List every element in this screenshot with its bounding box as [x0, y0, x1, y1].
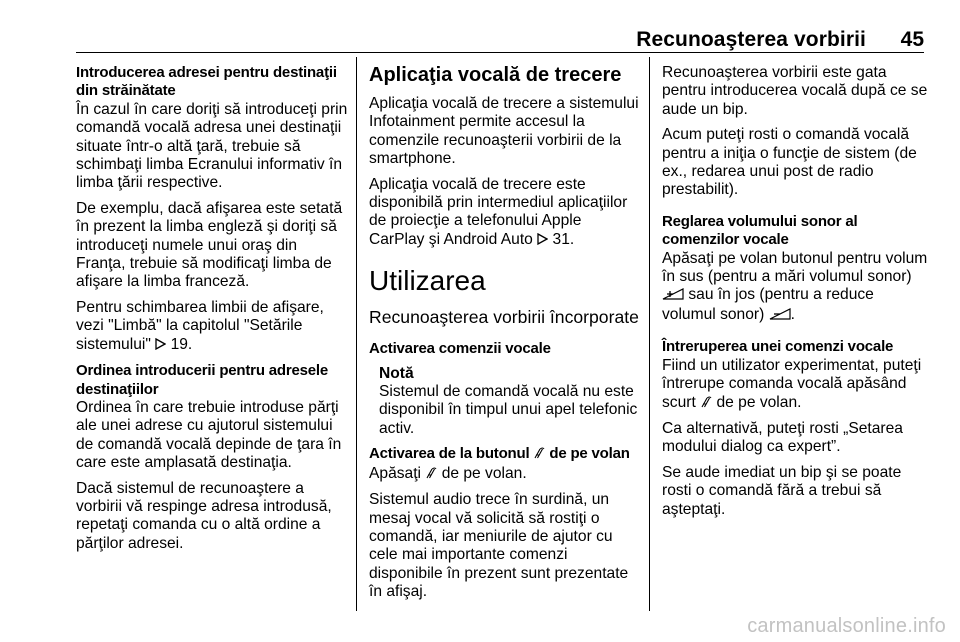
heading-usage: Utilizarea	[369, 265, 486, 297]
watermark: carmanualsonline.info	[747, 615, 946, 637]
heading-voice-passthrough: Aplicaţia vocală de trecere	[369, 64, 622, 86]
voice-button-icon	[700, 395, 712, 413]
page-ref[interactable]: 19.	[170, 335, 193, 353]
heading-volume: Reglarea volumului sonor al comenzilor vocale	[662, 212, 858, 249]
volume-down-icon	[769, 307, 791, 325]
paragraph: Fiind un utilizator experimentat, puteţi întrerupe comanda vocală apăsând scurt de pe volan.	[662, 357, 930, 413]
paragraph: De exemplu, dacă afişarea este setată în prezent la limba engleză şi doriţi să introduceţi numele unui oraş din Franţa, trebuie să modificaţi limba de afişare la limba franceză.	[76, 199, 343, 291]
page-number: 45	[900, 28, 924, 51]
heading-interrupt: Întreruperea unei comenzi vocale	[662, 338, 894, 356]
paragraph: Ordinea în care trebuie introduse părţi ale unei adrese cu ajutorul sistemului de comandă vocală depinde de ţara în care este amplasată destinaţia.	[76, 398, 342, 472]
paragraph	[76, 299, 348, 355]
heading-foreign-destination: Introducerea adresei pentru destinaţii din străinătate	[76, 64, 337, 100]
paragraph-text: Pentru schimbarea limbii de afişare, vezi "Limbă" la capitolul "Setările sistemului"	[76, 298, 324, 353]
heading-activate-voice: Activarea comenzii vocale	[369, 340, 551, 358]
paragraph	[369, 176, 639, 251]
page-ref-icon	[155, 337, 166, 355]
paragraph: Apăsaţi pe volan butonul pentru volum în sus (pentru a mări volumul sonor) sau în jos (pentru a reduce volumul sonor) .	[662, 250, 930, 326]
column-divider	[356, 57, 357, 611]
page-title: Recunoaşterea vorbirii	[636, 28, 866, 51]
paragraph: În cazul în care doriţi să introduceţi prin comandă vocală adresa unei destinaţii situate într-o altă ţară, trebuie să schimbaţi limba Ecranului informativ în limba ţării respective.	[76, 100, 348, 192]
page-ref[interactable]: 31.	[552, 230, 575, 248]
column-2	[369, 64, 639, 609]
paragraph: Sistemul audio trece în surdină, un mesaj vocal vă solicită să rostiţi o comandă, iar meniurile de ajutor cu cele mai importante comenzi disponibile în prezent sunt prezentate în afişaj.	[369, 491, 629, 601]
note-text: Sistemul de comandă vocală nu este disponibil în timpul unui apel telefonic activ.	[379, 383, 638, 437]
paragraph-text: Aplicaţia vocală de trecere este disponibilă prin intermediul aplicaţiilor de proiecţie a telefonului Apple CarPlay şi Android Auto	[369, 175, 628, 248]
page-header	[76, 0, 924, 53]
heading-activate-button: Activarea de la butonul de pe volan	[369, 445, 639, 464]
note-title: Notă	[379, 364, 414, 382]
paragraph: Dacă sistemul de recunoaştere a vorbirii vă respinge adresa introdusă, repetaţi comanda cu o altă ordine a părţilor adresei.	[76, 479, 332, 552]
paragraph: Recunoaşterea vorbirii este gata pentru introducerea vocală după ce se aude un bip.	[662, 64, 928, 118]
voice-button-icon	[533, 446, 545, 464]
paragraph: Se aude imediat un bip şi se poate rosti o comandă fără a trebui să aşteptaţi.	[662, 463, 902, 518]
voice-button-icon	[425, 466, 437, 484]
volume-up-icon	[662, 287, 684, 305]
paragraph: Ca alternativă, puteţi rosti „Setarea modului dialog ca expert”.	[662, 419, 903, 456]
paragraph: Acum puteţi rosti o comandă vocală pentru a iniţia o funcţie de sistem (de ex., redarea unui post de radio prestabilit).	[662, 126, 917, 199]
heading-address-order: Ordinea introducerii pentru adresele destinaţiilor	[76, 362, 329, 398]
column-divider	[649, 57, 650, 611]
column-3	[662, 64, 930, 526]
column-1	[76, 64, 348, 560]
page-ref-icon	[537, 232, 548, 250]
heading-builtin-recognition: Recunoaşterea vorbirii încorporate	[369, 307, 639, 328]
paragraph: Aplicaţia vocală de trecere a sistemului Infotainment permite accesul la comenzile recunoaşterii vorbirii de la smartphone.	[369, 95, 639, 168]
paragraph: Apăsaţi de pe volan.	[369, 465, 639, 484]
note-box	[379, 365, 639, 439]
